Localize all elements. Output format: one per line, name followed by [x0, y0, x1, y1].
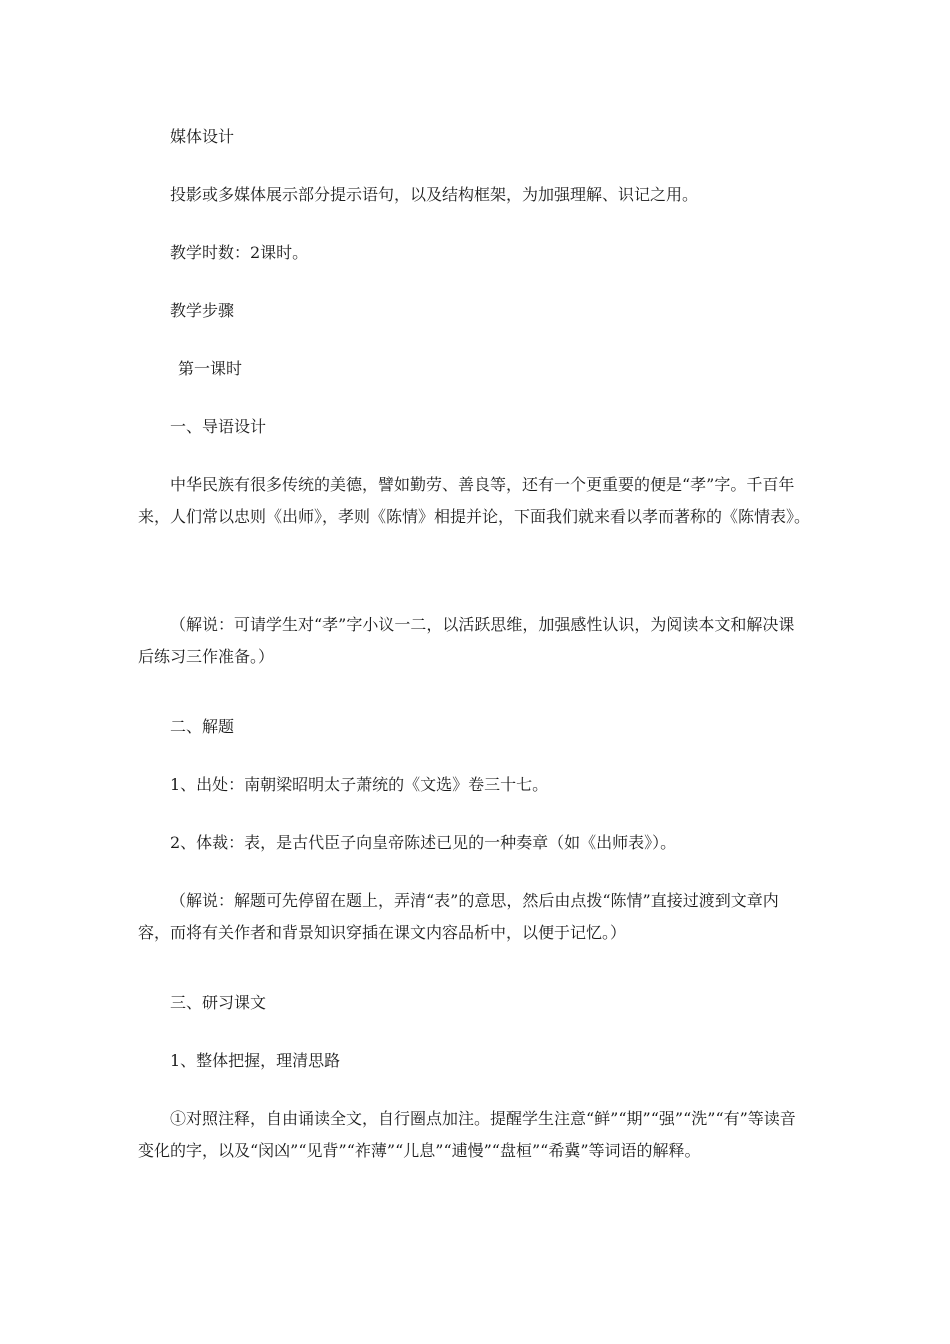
- paragraph-source: 1、出处：南朝梁昭明太子萧统的《文选》卷三十七。: [170, 775, 549, 794]
- paragraph-reading-task: ①对照注释，自由诵读全文，自行圈点加注。提醒学生注意“鲜”“期”“强”“洗”“有”等读音变化的字，以及“闵凶”“见背”“祚薄”“儿息”“逋慢”“盘桓”“希冀”等词语的解释。: [138, 1109, 796, 1160]
- paragraph-teaching-hours: 教学时数：2课时。: [170, 243, 309, 262]
- paragraph-media-description: 投影或多媒体展示部分提示语句，以及结构框架，为加强理解、识记之用。: [170, 185, 699, 204]
- heading-media-design: 媒体设计: [170, 127, 235, 146]
- paragraph-intro-note: （解说：可请学生对“孝”字小议一二，以活跃思维，加强感性认识，为阅读本文和解决课后练习三作准备。）: [138, 615, 795, 666]
- heading-section-title-analysis: 二、解题: [170, 717, 235, 736]
- heading-teaching-steps: 教学步骤: [170, 301, 235, 320]
- heading-first-lesson: 第一课时: [178, 359, 243, 378]
- paragraph-genre: 2、体裁：表，是古代臣子向皇帝陈述已见的一种奏章（如《出师表》）。: [170, 833, 677, 852]
- heading-section-study: 三、研习课文: [170, 993, 267, 1012]
- paragraph-intro-body: 中华民族有很多传统的美德，譬如勤劳、善良等，还有一个更重要的便是“孝”字。千百年来，人们常以忠则《出师》，孝则《陈情》相提并论，下面我们就来看以孝而著称的《陈情表》。: [138, 475, 811, 526]
- heading-section-intro: 一、导语设计: [170, 417, 267, 436]
- heading-overall-grasp: 1、整体把握，理清思路: [170, 1051, 341, 1070]
- paragraph-title-note: （解说：解题可先停留在题上，弄清“表”的意思，然后由点拨“陈情”直接过渡到文章内容，而将有关作者和背景知识穿插在课文内容品析中，以便于记忆。）: [138, 891, 779, 942]
